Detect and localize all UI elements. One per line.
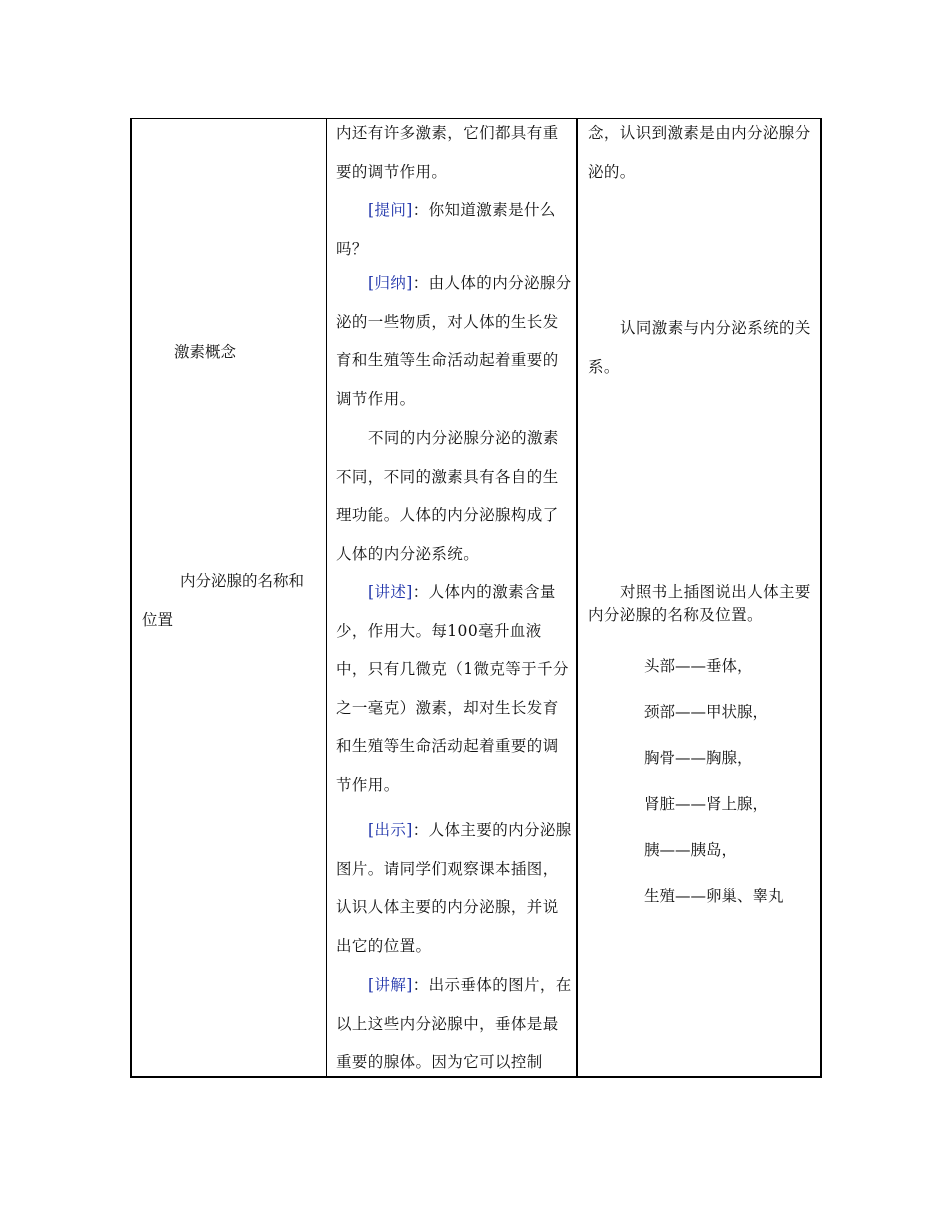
paragraph-narration: [讲述]：人体内的激素含量少，作用大。每100毫升血液中，只有几微克（1微克等于千分之一毫克）激素，却对生长发育和生殖等生命活动起着重要的调节作用。	[336, 583, 569, 794]
paragraph-identify-glands: 对照书上插图说出人体主要内分泌腺的名称及位置。	[588, 583, 811, 624]
teacher-activity-column	[328, 119, 578, 1076]
gland-list-item: 颈部——甲状腺，	[644, 703, 769, 721]
gland-list-item: 生殖——卵巢、睾丸	[644, 887, 784, 905]
topic-gland-location-line1: 内分泌腺的名称和	[180, 572, 305, 590]
tag-display: [出示]	[368, 821, 413, 839]
tag-explanation: [讲解]	[368, 976, 413, 994]
tag-question: [提问]	[368, 201, 413, 219]
paragraph-continued: 内还有许多激素，它们都具有重要的调节作用。	[336, 124, 559, 181]
paragraph-endocrine-system: 不同的内分泌腺分泌的激素不同，不同的激素具有各自的生理功能。人体的内分泌腺构成了人体的内分泌系统。	[336, 429, 559, 563]
gland-list-item: 胸骨——胸腺，	[644, 749, 753, 767]
paragraph-question: [提问]：你知道激素是什么吗？	[336, 201, 556, 258]
paragraph-concept-understanding: 念，认识到激素是由内分泌腺分泌的。	[588, 124, 811, 181]
gland-list-item: 头部——垂体，	[644, 657, 753, 675]
topic-hormone-concept: 激素概念	[174, 343, 237, 361]
student-activity-column	[580, 119, 820, 1076]
gland-list-item: 胰——胰岛，	[644, 841, 738, 859]
paragraph-summary: [归纳]：由人体的内分泌腺分泌的一些物质，对人体的生长发育和生殖等生命活动起着重要的调节作用。	[336, 274, 572, 408]
gland-list-item: 肾脏——肾上腺，	[644, 795, 769, 813]
paragraph-display: [出示]：人体主要的内分泌腺图片。请同学们观察课本插图，认识人体主要的内分泌腺，并说出它的位置。	[336, 821, 572, 955]
topic-gland-location-line2: 位置	[142, 611, 174, 629]
paragraph-relationship: 认同激素与内分泌系统的关系。	[588, 319, 811, 376]
paragraph-explanation: [讲解]：出示垂体的图片，在以上这些内分泌腺中，垂体是最重要的腺体。因为它可以控制	[336, 976, 572, 1071]
topic-column	[132, 119, 327, 1076]
tag-narration: [讲述]	[368, 583, 413, 601]
lesson-table	[130, 118, 822, 1078]
tag-summary: [归纳]	[368, 274, 413, 292]
